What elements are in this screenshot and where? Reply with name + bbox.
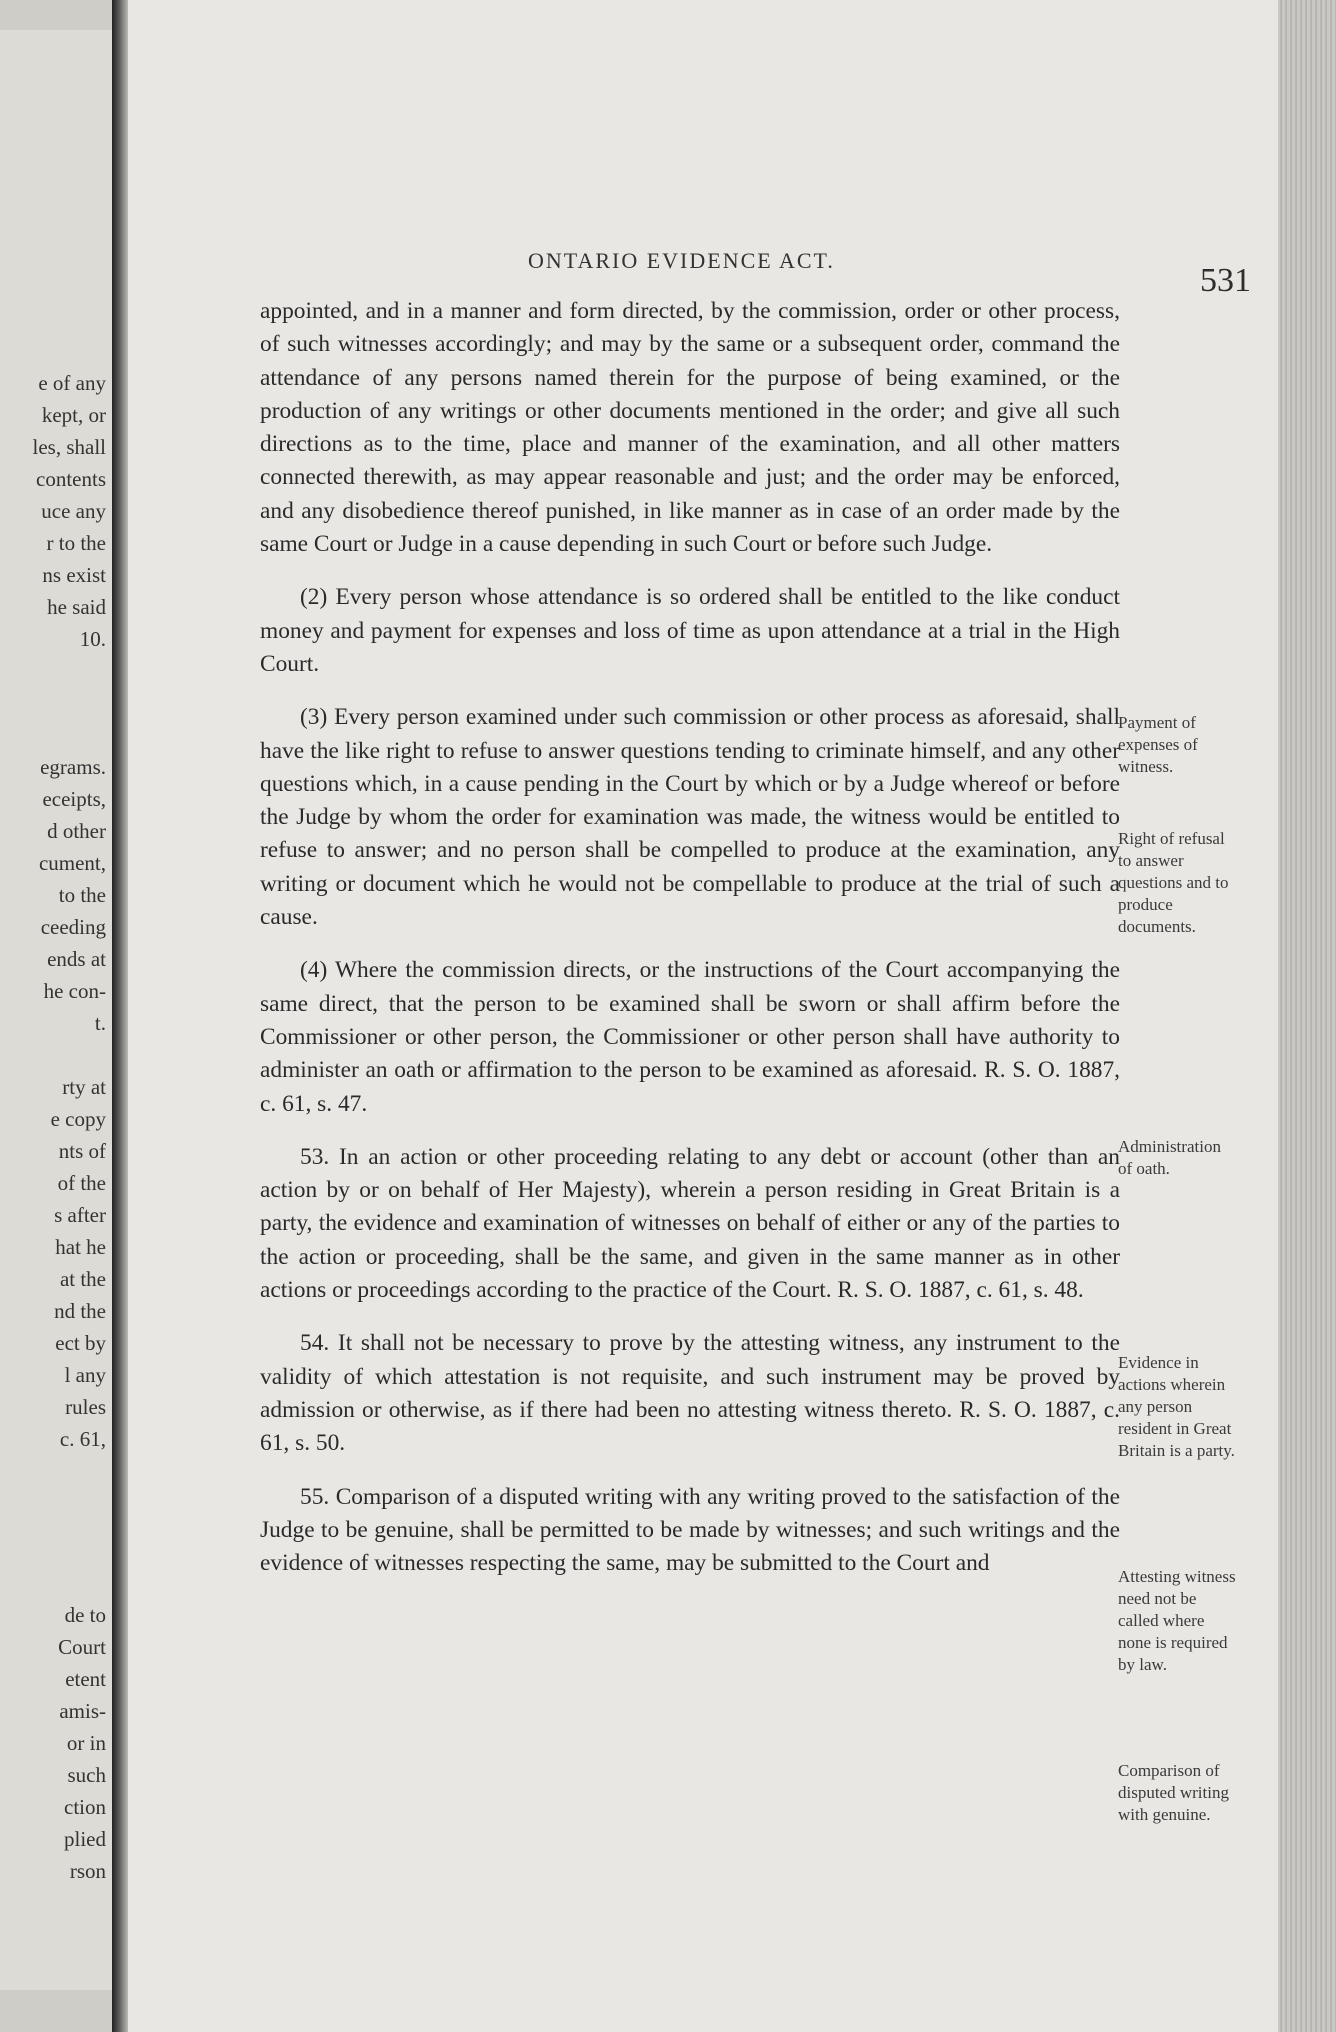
left-page-fragment: d other [47, 819, 106, 843]
left-page-fragment: uce any [41, 499, 106, 523]
margin-note-right-of-refusal: Right of refusal to answer questions and to produce documents. [1118, 829, 1229, 936]
left-page-fragment: ction [64, 1795, 106, 1819]
left-page-fragment: at the [59, 1267, 106, 1291]
left-page-fragment: 10. [79, 627, 106, 651]
margin-note-payment: Payment of expenses of witness. [1118, 713, 1198, 776]
left-page-fragment: ect by [55, 1331, 106, 1355]
left-page-fragment: r to the [46, 531, 106, 555]
left-page-fragment: ceeding [40, 915, 106, 939]
left-page-fragment: de to [64, 1603, 106, 1627]
margin-note-attesting-witness: Attesting witness need not be called where none is required by law. [1118, 1567, 1236, 1674]
margin-note-oath: Administration of oath. [1118, 1137, 1221, 1178]
left-page-fragment: rson [69, 1859, 106, 1883]
page-edge-stack [1278, 0, 1336, 2032]
left-page-fragment: nts of [58, 1139, 106, 1163]
book-gutter [112, 0, 128, 2032]
left-page-fragment: etent [65, 1667, 106, 1691]
left-page-fragment: ends at [47, 947, 106, 971]
left-page-fragment: egrams. [40, 755, 106, 779]
left-page-fragment: kept, or [41, 403, 106, 427]
left-page-fragment: s after [54, 1203, 106, 1227]
left-page-fragment: e copy [50, 1107, 106, 1131]
left-page-fragment: he said [47, 595, 106, 619]
page-531 [128, 0, 1278, 2032]
paragraph-section-55: 55. Comparison of a disputed writing with any writing proved to the satisfaction of the Judge to be genuine, shall be permitted to be made by witnesses; and such writings and the evidence of witnesses respecting the same, may be submitted to the Court and [260, 1483, 1120, 1577]
left-page-fragment: c. 61, [59, 1427, 106, 1451]
left-page-fragment: plied [64, 1827, 106, 1851]
left-facing-page [0, 30, 115, 1990]
running-head: ONTARIO EVIDENCE ACT. [528, 248, 835, 273]
left-page-fragment: eceipts, [42, 787, 106, 811]
left-page-fragment: ns exist [42, 563, 106, 587]
page-number: 531 [1200, 262, 1251, 299]
left-page-fragment: t. [94, 1011, 106, 1035]
left-page-fragment: les, shall [32, 435, 106, 459]
left-page-fragment: amis- [59, 1699, 106, 1723]
left-page-fragment: contents [36, 467, 106, 491]
left-page-fragment: to the [58, 883, 106, 907]
left-page-fragment: nd the [54, 1299, 106, 1323]
left-page-fragment: Court [58, 1635, 106, 1659]
margin-note-comparison: Comparison of disputed writing with genuine. [1118, 1761, 1229, 1824]
margin-note-evidence-great-britain: Evidence in actions wherein any person resident in Great Britain is a party. [1118, 1353, 1235, 1460]
left-page-fragment: l any [64, 1363, 106, 1387]
left-page-fragment: or in [66, 1731, 106, 1755]
left-page-fragment: of the [57, 1171, 106, 1195]
paragraph-section-53: 53. In an action or other proceeding relating to any debt or account (other than an action by or on behalf of Her Majesty), wherein a person residing in Great Britain is a party, the evidence and examination of witnesses on behalf of either or any of the parties to the action or proceeding, shall be the same, and given in the same manner as in other actions or proceedings according to the practice of the Court. R. S. O. 1887, c. 61, s. 48. [260, 1143, 1120, 1304]
left-page-fragment: such [67, 1763, 106, 1787]
paragraph-section-54: 54. It shall not be necessary to prove by the attesting witness, any instrument to the validity of which attestation is not requisite, and such instrument may be proved by admission or otherwise, as if there had been no attesting witness thereto. R. S. O. 1887, c. 61, s. 50. [260, 1330, 1120, 1457]
left-page-fragment: e of any [38, 371, 106, 395]
left-page-fragment: he con- [43, 979, 106, 1003]
paragraph-continuation: appointed, and in a manner and form directed, by the commission, order or other process, of such witnesses accordingly; and may by the same or a subsequent order, command the attendance of any persons named therein for the purpose of being examined, or the production of any writings or other documents mentioned in the order; and give all such directions as to the time, place and manner of the examination, and all other matters connected therewith, as may appear reasonable and just; and the order may be enforced, and any disobedience thereof punished, in like manner as in case of an order made by the same Court or Judge in a cause depending in such Court or before such Judge. [260, 298, 1120, 558]
left-page-fragment: hat he [55, 1235, 106, 1259]
left-page-fragment: rules [65, 1395, 106, 1419]
paragraph-subsection-2: (2) Every person whose attendance is so ordered shall be entitled to the like conduct money and payment for expenses and loss of time as upon attendance at a trial in the High Court. [260, 584, 1120, 677]
body-text [260, 295, 1120, 1600]
left-page-fragment: cument, [38, 851, 106, 875]
paragraph-subsection-4: (4) Where the commission directs, or the instructions of the Court accompanying the same direct, that the person to be examined shall be sworn or shall affirm before the Commissioner or other person, the Commissioner or other person shall have authority to administer an oath or affirmation to the person to be examined as aforesaid. R. S. O. 1887, c. 61, s. 47. [260, 957, 1120, 1117]
left-page-fragment: rty at [62, 1075, 106, 1099]
paragraph-subsection-3: (3) Every person examined under such commission or other process as aforesaid, shall have the like right to refuse to answer questions tending to criminate himself, and any other questions which, in a cause pending in the Court by which or by a Judge whereof or before the Judge by whom the order for examination was made, the witness would be entitled to refuse to answer; and no person shall be compelled to produce at the examination, any writing or document which he would not be compellable to produce at the trial of such a cause. [260, 704, 1120, 931]
